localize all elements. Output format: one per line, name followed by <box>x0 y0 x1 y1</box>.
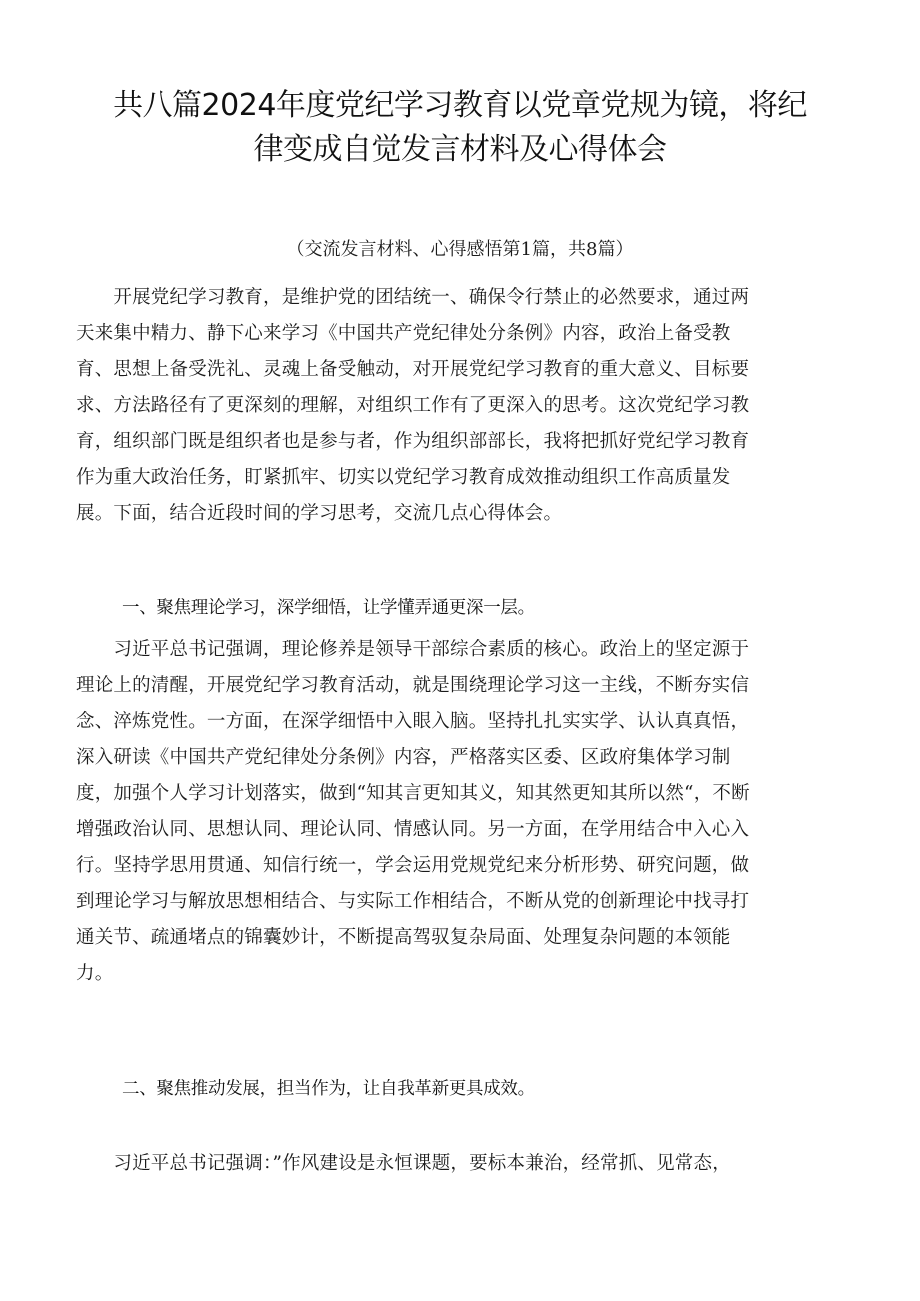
body-paragraph-3 <box>76 1146 862 1182</box>
paragraph-line: 深入研读《中国共产党纪律处分条例》内容，严格落实区委、区政府集体学习制 <box>76 747 731 768</box>
paragraph-line: 求、方法路径有了更深刻的理解，对组织工作有了更深入的思考。这次党纪学习教 <box>76 395 750 416</box>
body-paragraph-1 <box>76 280 862 532</box>
paragraph-line: 行。坚持学思用贯通、知信行统一，学会运用党规党纪来分析形势、研究问题，做 <box>76 855 750 876</box>
paragraph-line: 力。 <box>76 963 114 984</box>
paragraph-line: 念、淬炼党性。一方面，在深学细悟中入眼入脑。坚持扎扎实实学、认认真真悟， <box>76 711 750 732</box>
paragraph-line: 通关节、疏通堵点的锦囊妙计，不断提高驾驭复杂局面、处理复杂问题的本领能 <box>76 927 731 948</box>
paragraph-line: 理论上的清醒，开展党纪学习教育活动，就是围绕理论学习这一主线，不断夯实信 <box>76 675 750 696</box>
paragraph-line: 到理论学习与解放思想相结合、与实际工作相结合，不断从党的创新理论中找寻打 <box>76 891 750 912</box>
document-subtitle: （交流发言材料、心得感悟第1篇，共8篇） <box>286 239 634 260</box>
paragraph-line: 开展党纪学习教育，是维护党的团结统一、确保令行禁止的必然要求，通过两 <box>76 287 750 308</box>
paragraph-line: 展。下面，结合近段时间的学习思考，交流几点心得体会。 <box>76 503 563 524</box>
paragraph-line: 习近平总书记强调：”作风建设是永恒课题，要标本兼治，经常抓、见常态， <box>76 1153 731 1174</box>
document-title <box>90 84 830 172</box>
paragraph-line: 作为重大政治任务，盯紧抓牢、切实以党纪学习教育成效推动组织工作高质量发 <box>76 467 731 488</box>
paragraph-line: 育、思想上备受洗礼、灵魂上备受触动，对开展党纪学习教育的重大意义、目标要 <box>76 359 750 380</box>
paragraph-line: 天来集中精力、静下心来学习《中国共产党纪律处分条例》内容，政治上备受教 <box>76 323 731 344</box>
body-paragraph-2 <box>76 632 862 992</box>
section-heading-2: 二、聚焦推动发展，担当作为，让自我革新更具成效。 <box>122 1079 535 1099</box>
paragraph-line: 增强政治认同、思想认同、理论认同、情感认同。另一方面，在学用结合中入心入 <box>76 819 750 840</box>
title-line: 共八篇2024年度党纪学习教育以党章党规为镜，将纪 <box>113 88 807 123</box>
title-line: 律变成自觉发言材料及心得体会 <box>253 132 667 167</box>
section-heading-1: 一、聚焦理论学习，深学细悟，让学懂弄通更深一层。 <box>122 598 535 618</box>
paragraph-line: 育，组织部门既是组织者也是参与者，作为组织部部长，我将把抓好党纪学习教育 <box>76 431 750 452</box>
paragraph-line: 度，加强个人学习计划落实，做到“知其言更知其义，知其然更知其所以然“，不断 <box>76 783 750 804</box>
paragraph-line: 习近平总书记强调，理论修养是领导干部综合素质的核心。政治上的坚定源于 <box>76 639 750 660</box>
